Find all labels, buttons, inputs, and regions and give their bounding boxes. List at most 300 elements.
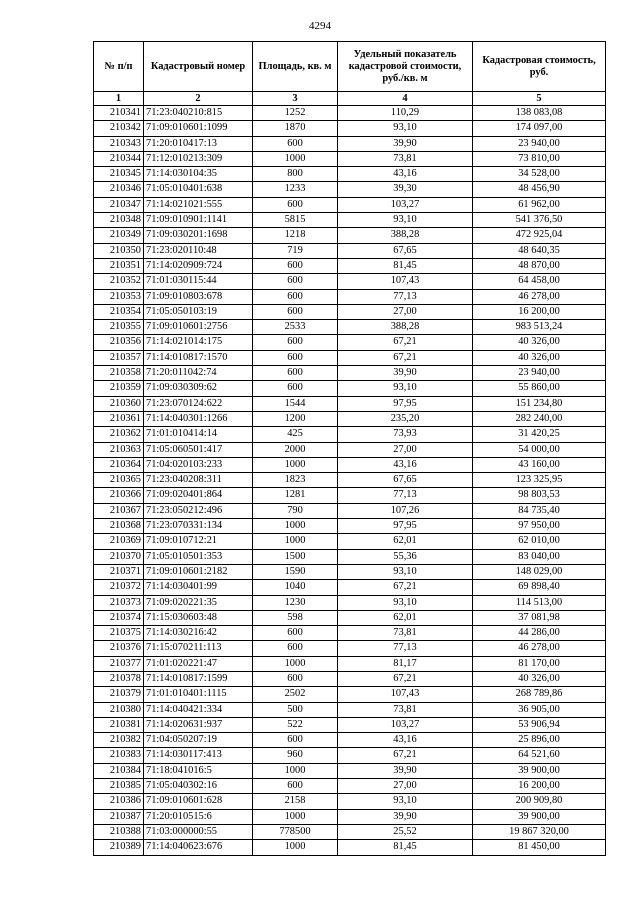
unit-value-cell: 93,10 xyxy=(338,794,473,809)
unit-value-cell: 27,00 xyxy=(338,442,473,457)
table-row xyxy=(94,442,606,457)
cadastral-value-cell: 61 962,00 xyxy=(473,197,606,212)
table-row xyxy=(94,411,606,426)
row-number-cell: 210382 xyxy=(94,733,144,748)
cadastral-value-cell: 40 326,00 xyxy=(473,350,606,365)
row-number-cell: 210372 xyxy=(94,580,144,595)
cadastral-value-cell: 34 528,00 xyxy=(473,167,606,182)
table-row xyxy=(94,182,606,197)
area-cell: 600 xyxy=(253,733,338,748)
row-number-cell: 210370 xyxy=(94,549,144,564)
row-number-cell: 210349 xyxy=(94,228,144,243)
unit-value-cell: 43,16 xyxy=(338,167,473,182)
table-row xyxy=(94,366,606,381)
table-row xyxy=(94,167,606,182)
cadastral-value-cell: 19 867 320,00 xyxy=(473,824,606,839)
cadastral-value-cell: 282 240,00 xyxy=(473,411,606,426)
table-row xyxy=(94,656,606,671)
column-number: 5 xyxy=(473,92,606,106)
cadastral-number-cell: 71:14:030117:413 xyxy=(144,748,253,763)
cadastral-number-cell: 71:23:020110:48 xyxy=(144,243,253,258)
table-row xyxy=(94,534,606,549)
unit-value-cell: 27,00 xyxy=(338,779,473,794)
table-row xyxy=(94,794,606,809)
unit-value-cell: 67,21 xyxy=(338,671,473,686)
area-cell: 1000 xyxy=(253,656,338,671)
area-cell: 1590 xyxy=(253,564,338,579)
table-row xyxy=(94,197,606,212)
unit-value-cell: 97,95 xyxy=(338,396,473,411)
cadastral-number-cell: 71:09:010601:2182 xyxy=(144,564,253,579)
area-cell: 1000 xyxy=(253,763,338,778)
row-number-cell: 210354 xyxy=(94,304,144,319)
unit-value-cell: 107,26 xyxy=(338,503,473,518)
cadastral-number-cell: 71:14:020909:724 xyxy=(144,258,253,273)
unit-value-cell: 93,10 xyxy=(338,213,473,228)
cadastral-value-cell: 69 898,40 xyxy=(473,580,606,595)
cadastral-value-cell: 48 456,90 xyxy=(473,182,606,197)
cadastral-number-cell: 71:12:010213:309 xyxy=(144,151,253,166)
row-number-cell: 210357 xyxy=(94,350,144,365)
table-row xyxy=(94,320,606,335)
table-row xyxy=(94,840,606,855)
table-row xyxy=(94,503,606,518)
area-cell: 1823 xyxy=(253,473,338,488)
row-number-cell: 210351 xyxy=(94,258,144,273)
row-number-cell: 210358 xyxy=(94,366,144,381)
row-number-cell: 210364 xyxy=(94,457,144,472)
row-number-cell: 210356 xyxy=(94,335,144,350)
cadastral-number-cell: 71:14:021021:555 xyxy=(144,197,253,212)
cadastral-value-cell: 97 950,00 xyxy=(473,519,606,534)
cadastral-number-cell: 71:14:040301:1266 xyxy=(144,411,253,426)
area-cell: 522 xyxy=(253,717,338,732)
cadastral-value-cell: 268 789,86 xyxy=(473,687,606,702)
unit-value-cell: 103,27 xyxy=(338,717,473,732)
unit-value-cell: 67,65 xyxy=(338,243,473,258)
table-body xyxy=(94,106,606,856)
unit-value-cell: 27,00 xyxy=(338,304,473,319)
area-cell: 1500 xyxy=(253,549,338,564)
row-number-cell: 210363 xyxy=(94,442,144,457)
cadastral-number-cell: 71:04:020103:233 xyxy=(144,457,253,472)
table-row xyxy=(94,809,606,824)
cadastral-number-cell: 71:15:070211:113 xyxy=(144,641,253,656)
row-number-cell: 210371 xyxy=(94,564,144,579)
row-number-cell: 210362 xyxy=(94,427,144,442)
table-row xyxy=(94,626,606,641)
area-cell: 960 xyxy=(253,748,338,763)
cadastral-number-cell: 71:04:050207:19 xyxy=(144,733,253,748)
row-number-cell: 210360 xyxy=(94,396,144,411)
unit-value-cell: 67,21 xyxy=(338,580,473,595)
row-number-cell: 210369 xyxy=(94,534,144,549)
cadastral-number-cell: 71:23:040210:815 xyxy=(144,106,253,121)
table-row xyxy=(94,473,606,488)
row-number-cell: 210347 xyxy=(94,197,144,212)
cadastral-value-cell: 73 810,00 xyxy=(473,151,606,166)
unit-value-cell: 39,90 xyxy=(338,366,473,381)
cadastral-number-cell: 71:18:041016:5 xyxy=(144,763,253,778)
table-row xyxy=(94,641,606,656)
cadastral-value-cell: 148 029,00 xyxy=(473,564,606,579)
cadastral-value-cell: 98 803,53 xyxy=(473,488,606,503)
unit-value-cell: 93,10 xyxy=(338,121,473,136)
cadastral-value-cell: 46 278,00 xyxy=(473,289,606,304)
unit-value-cell: 77,13 xyxy=(338,488,473,503)
cadastral-number-cell: 71:09:030309:62 xyxy=(144,381,253,396)
cadastral-number-cell: 71:14:040421:334 xyxy=(144,702,253,717)
area-cell: 600 xyxy=(253,641,338,656)
row-number-cell: 210377 xyxy=(94,656,144,671)
unit-value-cell: 25,52 xyxy=(338,824,473,839)
cadastral-number-cell: 71:20:011042:74 xyxy=(144,366,253,381)
area-cell: 1233 xyxy=(253,182,338,197)
unit-value-cell: 81,45 xyxy=(338,258,473,273)
table-row xyxy=(94,519,606,534)
cadastral-number-cell: 71:20:010515:6 xyxy=(144,809,253,824)
unit-value-cell: 55,36 xyxy=(338,549,473,564)
cadastral-number-cell: 71:01:010414:14 xyxy=(144,427,253,442)
column-number: 3 xyxy=(253,92,338,106)
unit-value-cell: 97,95 xyxy=(338,519,473,534)
area-cell: 790 xyxy=(253,503,338,518)
table-row xyxy=(94,702,606,717)
row-number-cell: 210368 xyxy=(94,519,144,534)
cadastral-value-cell: 31 420,25 xyxy=(473,427,606,442)
area-cell: 600 xyxy=(253,197,338,212)
cadastral-value-cell: 64 521,60 xyxy=(473,748,606,763)
cadastral-number-cell: 71:05:010401:638 xyxy=(144,182,253,197)
table-row xyxy=(94,779,606,794)
table-row xyxy=(94,350,606,365)
row-number-cell: 210355 xyxy=(94,320,144,335)
table-row xyxy=(94,824,606,839)
cadastral-number-cell: 71:14:010817:1570 xyxy=(144,350,253,365)
cadastral-number-cell: 71:09:010803:678 xyxy=(144,289,253,304)
area-cell: 600 xyxy=(253,258,338,273)
unit-value-cell: 107,43 xyxy=(338,274,473,289)
unit-value-cell: 67,21 xyxy=(338,335,473,350)
cadastral-value-cell: 55 860,00 xyxy=(473,381,606,396)
area-cell: 425 xyxy=(253,427,338,442)
area-cell: 600 xyxy=(253,381,338,396)
cadastral-number-cell: 71:01:010401:1115 xyxy=(144,687,253,702)
area-cell: 2533 xyxy=(253,320,338,335)
unit-value-cell: 388,28 xyxy=(338,320,473,335)
row-number-cell: 210352 xyxy=(94,274,144,289)
cadastral-value-cell: 25 896,00 xyxy=(473,733,606,748)
cadastral-value-cell: 23 940,00 xyxy=(473,366,606,381)
area-cell: 719 xyxy=(253,243,338,258)
row-number-cell: 210374 xyxy=(94,610,144,625)
unit-value-cell: 73,81 xyxy=(338,151,473,166)
row-number-cell: 210378 xyxy=(94,671,144,686)
cadastral-number-cell: 71:01:020221:47 xyxy=(144,656,253,671)
table-row xyxy=(94,396,606,411)
cadastral-number-cell: 71:03:000000:55 xyxy=(144,824,253,839)
cadastral-value-cell: 54 000,00 xyxy=(473,442,606,457)
table-row xyxy=(94,106,606,121)
column-number-row xyxy=(94,92,606,106)
cadastral-value-cell: 48 870,00 xyxy=(473,258,606,273)
cadastral-value-cell: 64 458,00 xyxy=(473,274,606,289)
header-row-number: № п/п xyxy=(94,42,144,92)
header-cadastral-number: Кадастровый номер xyxy=(144,42,253,92)
cadastral-number-cell: 71:23:070124:622 xyxy=(144,396,253,411)
cadastral-value-cell: 36 905,00 xyxy=(473,702,606,717)
cadastral-number-cell: 71:09:020221:35 xyxy=(144,595,253,610)
page-number: 4294 xyxy=(309,20,331,32)
cadastral-number-cell: 71:09:010712:21 xyxy=(144,534,253,549)
table-row xyxy=(94,763,606,778)
row-number-cell: 210366 xyxy=(94,488,144,503)
cadastral-value-cell: 200 909,80 xyxy=(473,794,606,809)
cadastral-value-cell: 81 450,00 xyxy=(473,840,606,855)
area-cell: 778500 xyxy=(253,824,338,839)
cadastral-value-cell: 151 234,80 xyxy=(473,396,606,411)
cadastral-number-cell: 71:14:021014:175 xyxy=(144,335,253,350)
area-cell: 1230 xyxy=(253,595,338,610)
row-number-cell: 210361 xyxy=(94,411,144,426)
table-row xyxy=(94,610,606,625)
table-row xyxy=(94,427,606,442)
cadastral-value-cell: 123 325,95 xyxy=(473,473,606,488)
cadastral-value-cell: 472 925,04 xyxy=(473,228,606,243)
cadastral-number-cell: 71:14:040623:676 xyxy=(144,840,253,855)
area-cell: 2502 xyxy=(253,687,338,702)
table-row xyxy=(94,717,606,732)
unit-value-cell: 77,13 xyxy=(338,289,473,304)
row-number-cell: 210376 xyxy=(94,641,144,656)
unit-value-cell: 103,27 xyxy=(338,197,473,212)
cadastral-value-cell: 40 326,00 xyxy=(473,671,606,686)
table-row xyxy=(94,136,606,151)
cadastral-value-cell: 23 940,00 xyxy=(473,136,606,151)
area-cell: 1000 xyxy=(253,534,338,549)
area-cell: 1218 xyxy=(253,228,338,243)
cadastral-number-cell: 71:14:030104:35 xyxy=(144,167,253,182)
unit-value-cell: 39,90 xyxy=(338,136,473,151)
column-number: 2 xyxy=(144,92,253,106)
unit-value-cell: 73,81 xyxy=(338,702,473,717)
row-number-cell: 210388 xyxy=(94,824,144,839)
row-number-cell: 210386 xyxy=(94,794,144,809)
unit-value-cell: 39,30 xyxy=(338,182,473,197)
unit-value-cell: 235,20 xyxy=(338,411,473,426)
cadastral-number-cell: 71:09:010601:1099 xyxy=(144,121,253,136)
unit-value-cell: 62,01 xyxy=(338,534,473,549)
unit-value-cell: 110,29 xyxy=(338,106,473,121)
unit-value-cell: 81,17 xyxy=(338,656,473,671)
cadastral-number-cell: 71:05:010501:353 xyxy=(144,549,253,564)
cadastral-value-table xyxy=(93,41,606,856)
row-number-cell: 210344 xyxy=(94,151,144,166)
row-number-cell: 210375 xyxy=(94,626,144,641)
table-row xyxy=(94,213,606,228)
header-area: Площадь, кв. м xyxy=(253,42,338,92)
area-cell: 600 xyxy=(253,779,338,794)
column-number: 4 xyxy=(338,92,473,106)
table-row xyxy=(94,304,606,319)
unit-value-cell: 67,65 xyxy=(338,473,473,488)
area-cell: 600 xyxy=(253,289,338,304)
table-row xyxy=(94,274,606,289)
cadastral-number-cell: 71:09:030201:1698 xyxy=(144,228,253,243)
cadastral-value-cell: 46 278,00 xyxy=(473,641,606,656)
table-row xyxy=(94,549,606,564)
table-row xyxy=(94,228,606,243)
table-row xyxy=(94,335,606,350)
cadastral-number-cell: 71:09:020401:864 xyxy=(144,488,253,503)
row-number-cell: 210341 xyxy=(94,106,144,121)
area-cell: 1281 xyxy=(253,488,338,503)
cadastral-value-cell: 541 376,50 xyxy=(473,213,606,228)
cadastral-number-cell: 71:09:010601:628 xyxy=(144,794,253,809)
cadastral-value-cell: 83 040,00 xyxy=(473,549,606,564)
unit-value-cell: 62,01 xyxy=(338,610,473,625)
table-row xyxy=(94,580,606,595)
area-cell: 2000 xyxy=(253,442,338,457)
row-number-cell: 210350 xyxy=(94,243,144,258)
table-row xyxy=(94,595,606,610)
header-cadastral-value: Кадастровая стоимость, руб. xyxy=(473,42,606,92)
unit-value-cell: 93,10 xyxy=(338,381,473,396)
unit-value-cell: 81,45 xyxy=(338,840,473,855)
area-cell: 5815 xyxy=(253,213,338,228)
row-number-cell: 210353 xyxy=(94,289,144,304)
area-cell: 1870 xyxy=(253,121,338,136)
area-cell: 1000 xyxy=(253,519,338,534)
cadastral-value-cell: 37 081,98 xyxy=(473,610,606,625)
table-row xyxy=(94,733,606,748)
row-number-cell: 210379 xyxy=(94,687,144,702)
row-number-cell: 210343 xyxy=(94,136,144,151)
area-cell: 1252 xyxy=(253,106,338,121)
cadastral-value-cell: 174 097,00 xyxy=(473,121,606,136)
cadastral-number-cell: 71:14:010817:1599 xyxy=(144,671,253,686)
table-header-row xyxy=(94,42,606,92)
cadastral-value-cell: 39 900,00 xyxy=(473,809,606,824)
area-cell: 1040 xyxy=(253,580,338,595)
cadastral-value-cell: 44 286,00 xyxy=(473,626,606,641)
cadastral-value-cell: 48 640,35 xyxy=(473,243,606,258)
row-number-cell: 210346 xyxy=(94,182,144,197)
cadastral-value-cell: 983 513,24 xyxy=(473,320,606,335)
cadastral-number-cell: 71:05:050103:19 xyxy=(144,304,253,319)
area-cell: 1000 xyxy=(253,809,338,824)
cadastral-number-cell: 71:09:010601:2756 xyxy=(144,320,253,335)
area-cell: 1000 xyxy=(253,457,338,472)
cadastral-number-cell: 71:23:050212:496 xyxy=(144,503,253,518)
row-number-cell: 210373 xyxy=(94,595,144,610)
row-number-cell: 210385 xyxy=(94,779,144,794)
unit-value-cell: 43,16 xyxy=(338,733,473,748)
row-number-cell: 210342 xyxy=(94,121,144,136)
unit-value-cell: 388,28 xyxy=(338,228,473,243)
row-number-cell: 210380 xyxy=(94,702,144,717)
unit-value-cell: 73,93 xyxy=(338,427,473,442)
area-cell: 600 xyxy=(253,626,338,641)
cadastral-number-cell: 71:23:040208:311 xyxy=(144,473,253,488)
unit-value-cell: 39,90 xyxy=(338,763,473,778)
unit-value-cell: 67,21 xyxy=(338,748,473,763)
area-cell: 600 xyxy=(253,136,338,151)
cadastral-number-cell: 71:09:010901:1141 xyxy=(144,213,253,228)
table-row xyxy=(94,457,606,472)
cadastral-value-cell: 40 326,00 xyxy=(473,335,606,350)
cadastral-value-cell: 62 010,00 xyxy=(473,534,606,549)
table-row xyxy=(94,151,606,166)
area-cell: 600 xyxy=(253,274,338,289)
unit-value-cell: 93,10 xyxy=(338,595,473,610)
unit-value-cell: 67,21 xyxy=(338,350,473,365)
table-row xyxy=(94,289,606,304)
table-row xyxy=(94,381,606,396)
unit-value-cell: 77,13 xyxy=(338,641,473,656)
unit-value-cell: 43,16 xyxy=(338,457,473,472)
cadastral-number-cell: 71:01:030115:44 xyxy=(144,274,253,289)
table-row xyxy=(94,488,606,503)
cadastral-value-cell: 16 200,00 xyxy=(473,304,606,319)
cadastral-value-cell: 16 200,00 xyxy=(473,779,606,794)
row-number-cell: 210348 xyxy=(94,213,144,228)
unit-value-cell: 73,81 xyxy=(338,626,473,641)
cadastral-number-cell: 71:14:030216:42 xyxy=(144,626,253,641)
cadastral-value-cell: 114 513,00 xyxy=(473,595,606,610)
cadastral-value-cell: 138 083,08 xyxy=(473,106,606,121)
cadastral-number-cell: 71:14:020631:937 xyxy=(144,717,253,732)
area-cell: 600 xyxy=(253,350,338,365)
area-cell: 600 xyxy=(253,335,338,350)
row-number-cell: 210365 xyxy=(94,473,144,488)
table-row xyxy=(94,748,606,763)
table-row xyxy=(94,564,606,579)
table-row xyxy=(94,671,606,686)
area-cell: 2158 xyxy=(253,794,338,809)
area-cell: 598 xyxy=(253,610,338,625)
row-number-cell: 210389 xyxy=(94,840,144,855)
cadastral-value-cell: 81 170,00 xyxy=(473,656,606,671)
header-unit-value: Удельный показатель кадастровой стоимости, руб./кв. м xyxy=(338,42,473,92)
row-number-cell: 210359 xyxy=(94,381,144,396)
area-cell: 1000 xyxy=(253,151,338,166)
cadastral-number-cell: 71:20:010417:13 xyxy=(144,136,253,151)
row-number-cell: 210383 xyxy=(94,748,144,763)
area-cell: 1544 xyxy=(253,396,338,411)
table-row xyxy=(94,121,606,136)
table-row xyxy=(94,258,606,273)
cadastral-number-cell: 71:15:030603:48 xyxy=(144,610,253,625)
row-number-cell: 210367 xyxy=(94,503,144,518)
area-cell: 800 xyxy=(253,167,338,182)
table-row xyxy=(94,243,606,258)
area-cell: 600 xyxy=(253,671,338,686)
area-cell: 600 xyxy=(253,366,338,381)
row-number-cell: 210387 xyxy=(94,809,144,824)
unit-value-cell: 107,43 xyxy=(338,687,473,702)
cadastral-number-cell: 71:14:030401:99 xyxy=(144,580,253,595)
unit-value-cell: 93,10 xyxy=(338,564,473,579)
area-cell: 600 xyxy=(253,304,338,319)
area-cell: 500 xyxy=(253,702,338,717)
table-row xyxy=(94,687,606,702)
cadastral-value-cell: 84 735,40 xyxy=(473,503,606,518)
area-cell: 1000 xyxy=(253,840,338,855)
cadastral-number-cell: 71:23:070331:134 xyxy=(144,519,253,534)
row-number-cell: 210345 xyxy=(94,167,144,182)
row-number-cell: 210384 xyxy=(94,763,144,778)
